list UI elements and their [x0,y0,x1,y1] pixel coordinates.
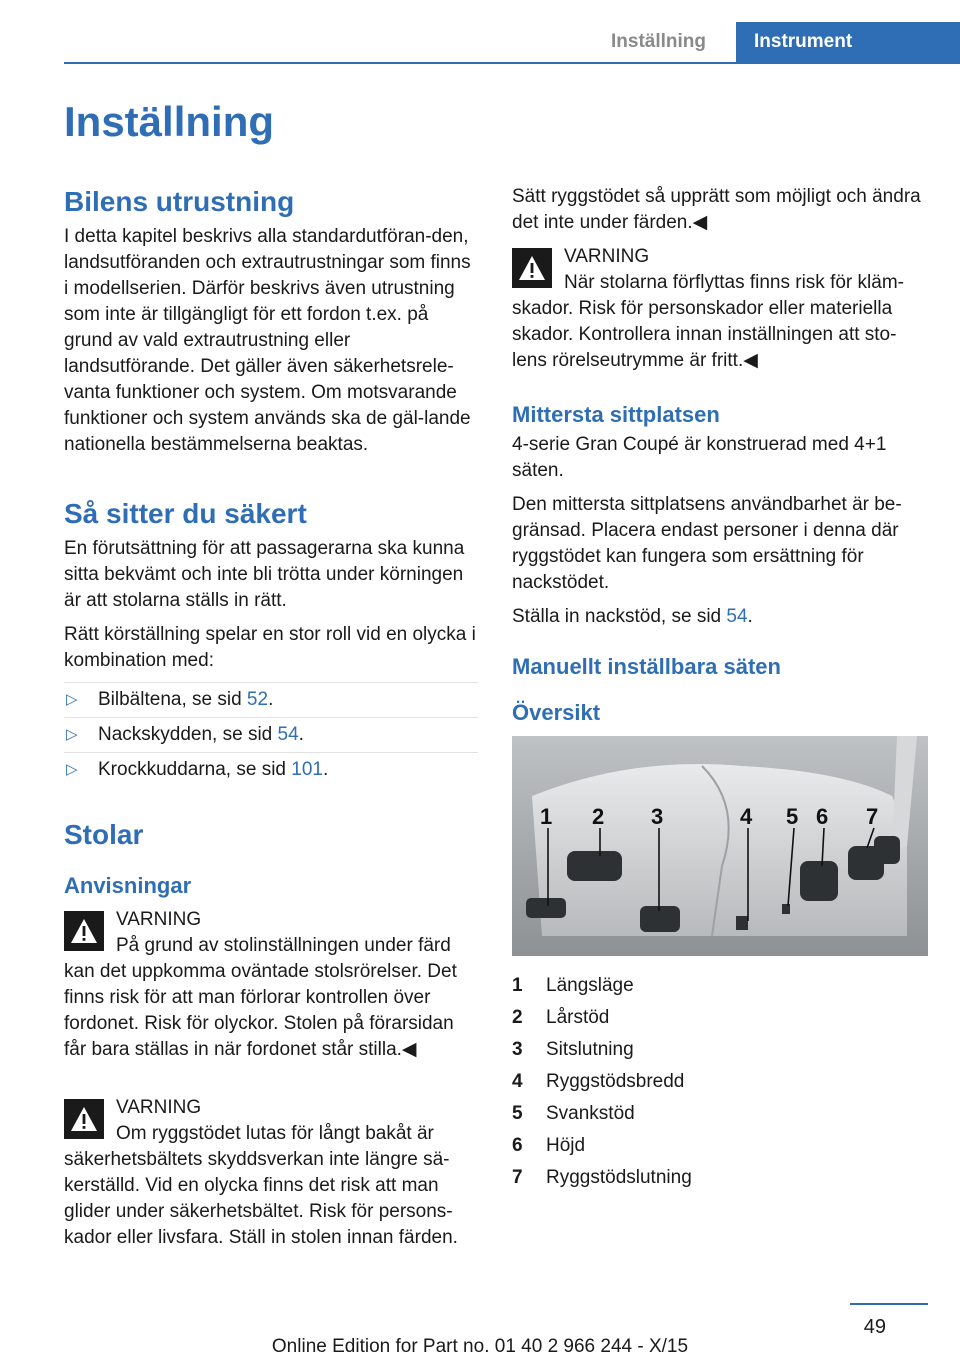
triangle-bullet-icon: ▷ [66,761,78,778]
warning-text: När stolarna förflyttas finns risk för kläm‐skador. Risk för personskador eller materiella skador. Kontrollera innan inställningen att sto‐lens rörelseutrymme är fritt.◀ [512,272,904,371]
list-item: ▷ Nackskydden, se sid 54. [64,717,478,752]
footer-edition-text: Online Edition for Part no. 01 40 2 966 244 - X/15 [271,1336,689,1357]
paragraph-gran-coupe: 4-serie Gran Coupé är konstruerad med 4+1 säten. [512,434,887,481]
list-item: 7 Ryggstödslutning [512,1167,692,1188]
list-item: ▷ Bilbältena, se sid 52. [64,682,478,717]
page-title: Inställning [64,98,274,145]
triangle-bullet-icon: ▷ [66,726,78,743]
list-item: 2 Lårstöd [512,1007,610,1028]
paragraph-ryggstod: Sätt ryggstödet så upprätt som möjligt och ändra det inte under färden.◀ [512,186,921,233]
list-item: 1 Längsläge [512,975,634,996]
heading-bilens-utrustning: Bilens utrustning [64,186,295,217]
footer-rule [850,1303,928,1305]
left-column [64,184,478,1263]
warning-triangle-icon [512,248,552,288]
warning-title: VARNING [116,909,202,930]
seat-controls-photo [512,736,928,956]
heading-stolar: Stolar [64,819,144,850]
triangle-bullet-icon: ▷ [66,691,78,708]
paragraph-ratt-korstallning: Rätt körställning spelar en stor roll vid en olycka i kombination med: [64,624,476,671]
page-number: 49 [863,1316,886,1338]
list-item: 3 Sitslutning [512,1039,634,1060]
page-link[interactable]: 101 [291,759,323,780]
warning-title: VARNING [116,1097,202,1118]
list-item: 6 Höjd [512,1135,586,1156]
photo-callout-1: 1 [540,804,553,829]
warning-triangle-icon [64,1099,104,1139]
right-column [512,184,928,1194]
paragraph-nackstod: Ställa in nackstöd, se sid 54. [512,606,753,627]
photo-callout-5: 5 [786,804,799,829]
paragraph-forutsattning: En förutsättning för att passagerarna ska kunna sitta bekvämt och inte bli trötta under körningen är att stolarna ställs in rätt. [64,538,465,611]
photo-callout-3: 3 [651,804,664,829]
list-item: 4 Ryggstödsbredd [512,1071,685,1092]
warning-text: På grund av stolinställningen under färd kan det uppkomma oväntade stolsrörelser. Det finns risk för att man förlorar kontrollen över fordonet. Risk för olyckor. Stolen på förarsidan får bara ställas in när fordonet står stilla.◀ [64,935,457,1060]
page-link[interactable]: 52 [246,689,269,710]
warning-triangle-icon [64,911,104,951]
page-link[interactable]: 54 [726,606,748,627]
heading-sa-sitter-du-sakert: Så sitter du säkert [64,498,307,529]
photo-callout-7: 7 [866,804,879,829]
legend-list [512,970,928,1194]
section-tab-installning[interactable]: Inställning [611,31,706,52]
bullet-list [64,682,478,787]
heading-manuellt-installbara-saten: Manuellt inställbara säten [512,654,781,679]
warning-block [64,1095,478,1251]
heading-anvisningar: Anvisningar [64,873,192,898]
paragraph-mittersta-anvandbarhet: Den mittersta sittplatsens användbarhet är be‐gränsad. Placera endast personer i denna där ryggstödet kan fungera som ersättning för nackstödet. [512,494,902,593]
section-tab-instrument[interactable]: Instrument [736,22,960,62]
header-bar [64,22,960,64]
photo-callout-2: 2 [592,804,605,829]
warning-text: Om ryggstödet lutas för långt bakåt är säkerhetsbältets skyddsverkan inte längre sä‐kerställd. Vid en olycka finns det risk att man glider under säkerhetsbältet. Risk för persons‐kador eller livsfara. Ställ in stolen innan färden. [64,1123,458,1248]
list-item: 5 Svankstöd [512,1103,635,1124]
warning-block [64,907,478,1063]
heading-mittersta-sittplatsen: Mittersta sittplatsen [512,402,720,427]
page-link[interactable]: 54 [277,724,299,745]
heading-oversikt: Översikt [512,700,601,725]
list-item: ▷ Krockkuddarna, se sid 101. [64,752,478,787]
photo-callout-4: 4 [740,804,753,829]
warning-block [512,244,928,374]
paragraph-bilens-utrustning: I detta kapitel beskrivs alla standardutföran‐den, landsutföranden och extrautrustningar som finns i modellserien. Därför beskrivs även utrustning som inte är tillgängligt för ett fordon t.ex. på grund av vald extrautrustning eller landsutförande. Det gäller även säkerhetsrele‐vanta funktioner och system. Om motsvarande funktioner och system används ska de gäl‐lande nationella bestämmelserna beaktas. [64,226,471,455]
photo-callout-6: 6 [816,804,829,829]
warning-title: VARNING [564,246,650,267]
